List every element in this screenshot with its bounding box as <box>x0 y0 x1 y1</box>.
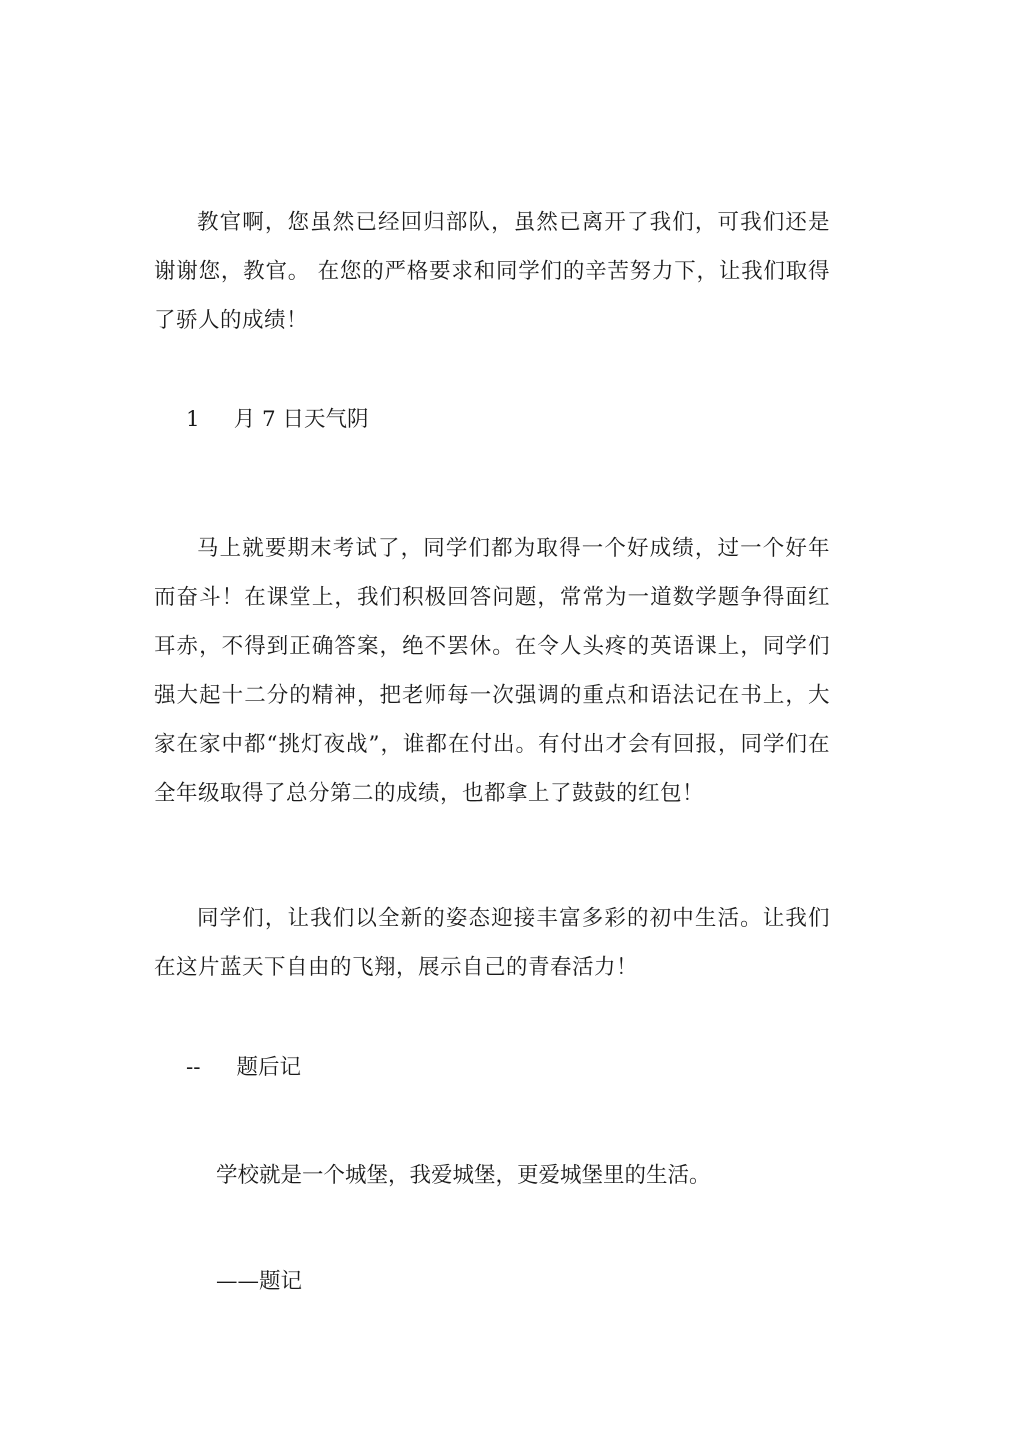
date-month-number: 1 <box>186 407 200 432</box>
date-heading <box>186 405 369 435</box>
paragraph-junior-high-life: 同学们，让我们以全新的姿态迎接丰富多彩的初中生活。让我们在这片蓝天下自由的飞翔，展示自己的青春活力！ <box>154 906 830 980</box>
paragraph-instructor-thanks: 教官啊，您虽然已经回归部队，虽然已离开了我们，可我们还是谢谢您，教官。 在您的严格要求和同学们的辛苦努力下，让我们取得了骄人的成绩！ <box>154 210 830 333</box>
subtitle-heading <box>186 1053 301 1083</box>
paragraph-castle: 学校就是一个城堡，我爱城堡，更爱城堡里的生活。 <box>216 1163 711 1188</box>
paragraph-final-exam: 马上就要期末考试了，同学们都为取得一个好成绩，过一个好年而奋斗！在课堂上，我们积极回答问题，常常为一道数学题争得面红耳赤，不得到正确答案，绝不罢休。在令人头疼的英语课上，同学们强大起十二分的精神，把老师每一次强调的重点和语法记在书上，大家在家中都“挑灯夜战”，谁都在付出。有付出才会有回报，同学们在全年级取得了总分第二的成绩，也都拿上了鼓鼓的红包！ <box>154 536 830 806</box>
subtitle-dash: -- <box>186 1055 201 1080</box>
date-weather-text: 月 7 日天气阴 <box>233 407 369 432</box>
subtitle-text: 题后记 <box>236 1055 302 1080</box>
inscription-label: ——题记 <box>216 1269 303 1294</box>
